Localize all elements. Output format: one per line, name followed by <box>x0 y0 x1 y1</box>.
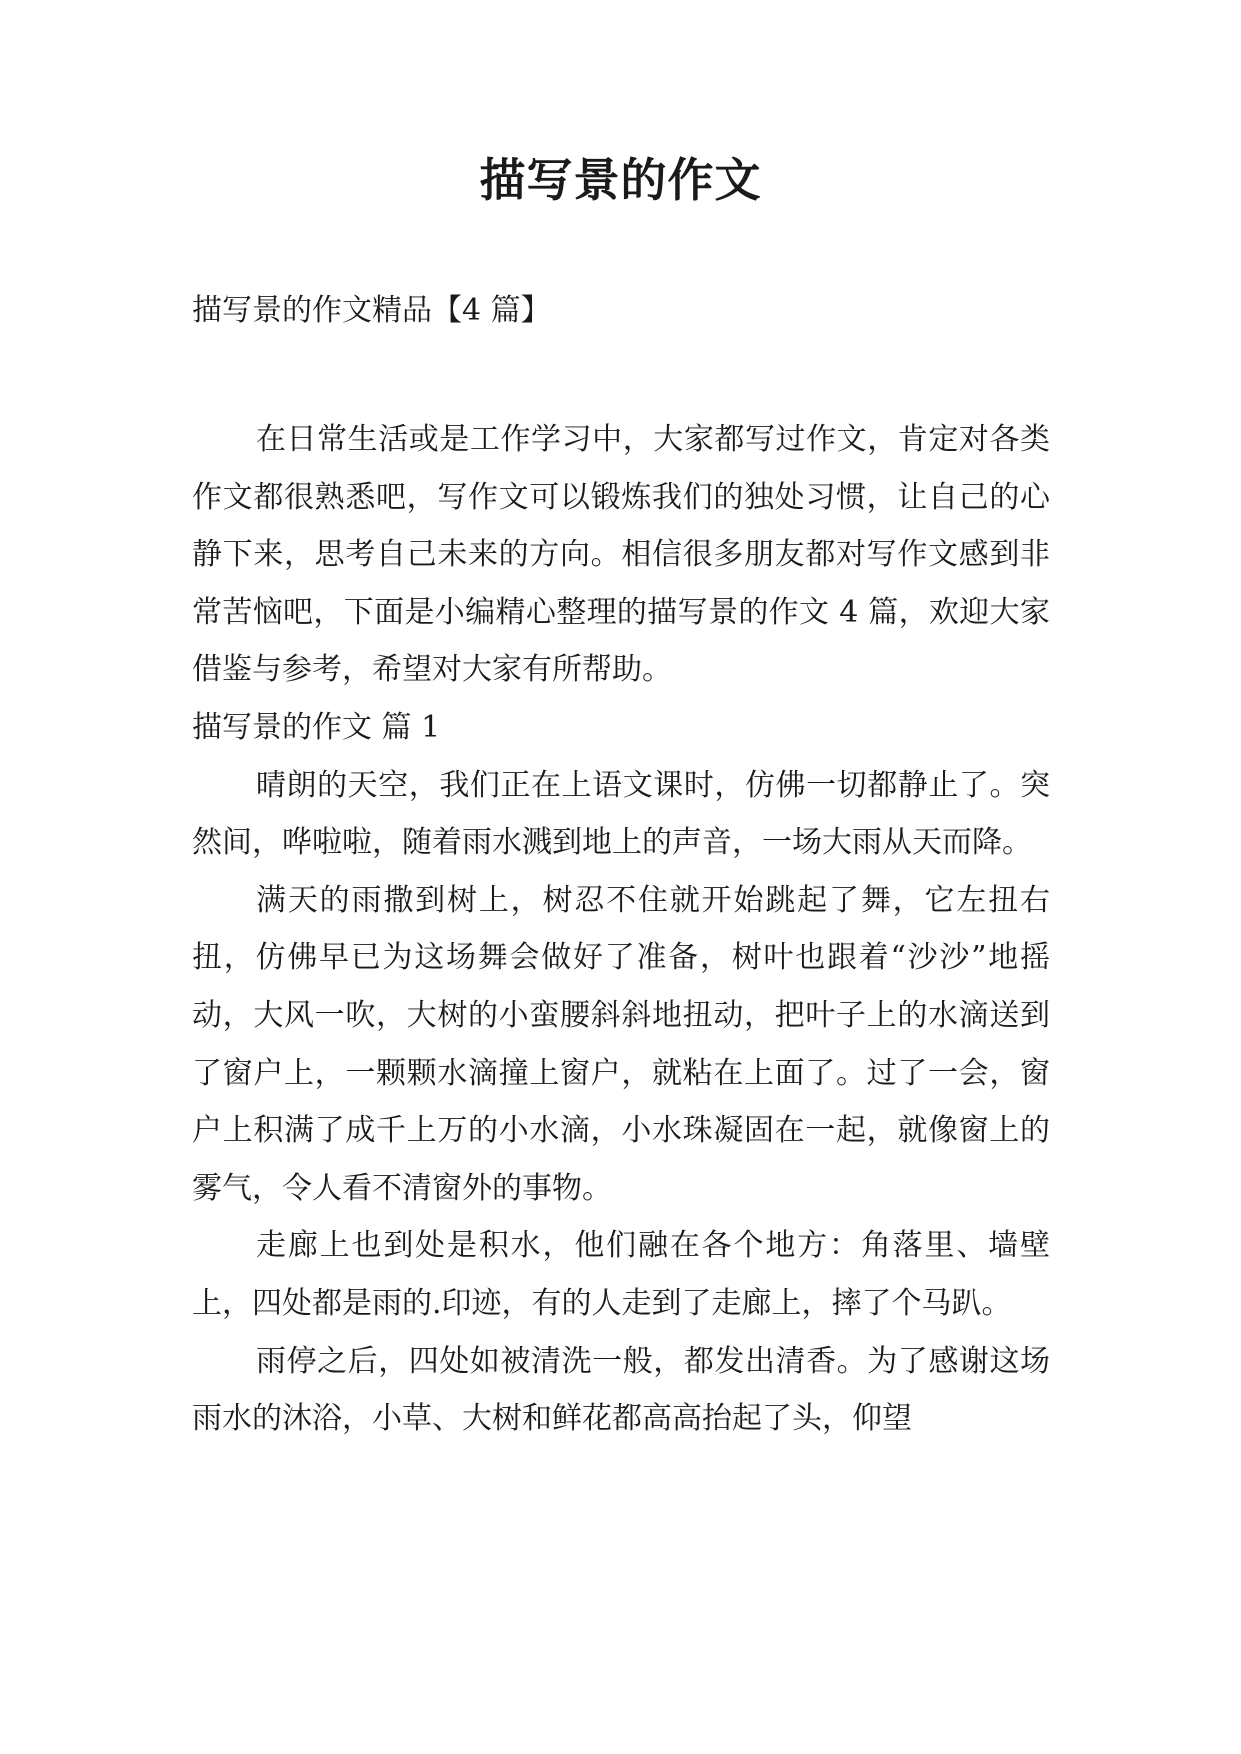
body-paragraph: 雨停之后，四处如被清洗一般，都发出清香。为了感谢这场雨水的沐浴，小草、大树和鲜花都高高抬起了头，仰望 <box>192 1343 1050 1437</box>
body-paragraph: 走廊上也到处是积水，他们融在各个地方：角落里、墙壁上，四处都是雨的.印迹，有的人走到了走廊上，摔了个马趴。 <box>192 1228 1050 1321</box>
document-subtitle: 描写景的作文精品【4 篇】 <box>192 293 551 328</box>
body-paragraph: 满天的雨撒到树上，树忍不住就开始跳起了舞，它左扭右扭，仿佛早已为这场舞会做好了准备，树叶也跟着“沙沙”地摇动，大风一吹，大树的小蛮腰斜斜地扭动，把叶子上的水滴送到了窗户上，一颗颗水滴撞上窗户，就粘在上面了。过了一会，窗户上积满了成千上万的小水滴，小水珠凝固在一起，就像窗上的雾气，令人看不清窗外的事物。 <box>192 882 1050 1206</box>
document-body <box>192 411 1050 1448</box>
body-paragraph: 晴朗的天空，我们正在上语文课时，仿佛一切都静止了。突然间，哗啦啦，随着雨水溅到地上的声音，一场大雨从天而降。 <box>192 767 1050 861</box>
section-heading: 描写景的作文 篇 1 <box>192 709 441 745</box>
intro-paragraph: 在日常生活或是工作学习中，大家都写过作文，肯定对各类作文都很熟悉吧，写作文可以锻炼我们的独处习惯，让自己的心静下来，思考自己未来的方向。相信很多朋友都对写作文感到非常苦恼吧，下面是小编精心整理的描写景的作文 4 篇，欢迎大家借鉴与参考，希望对大家有所帮助。 <box>192 422 1050 688</box>
document-title: 描写景的作文 <box>479 153 762 207</box>
